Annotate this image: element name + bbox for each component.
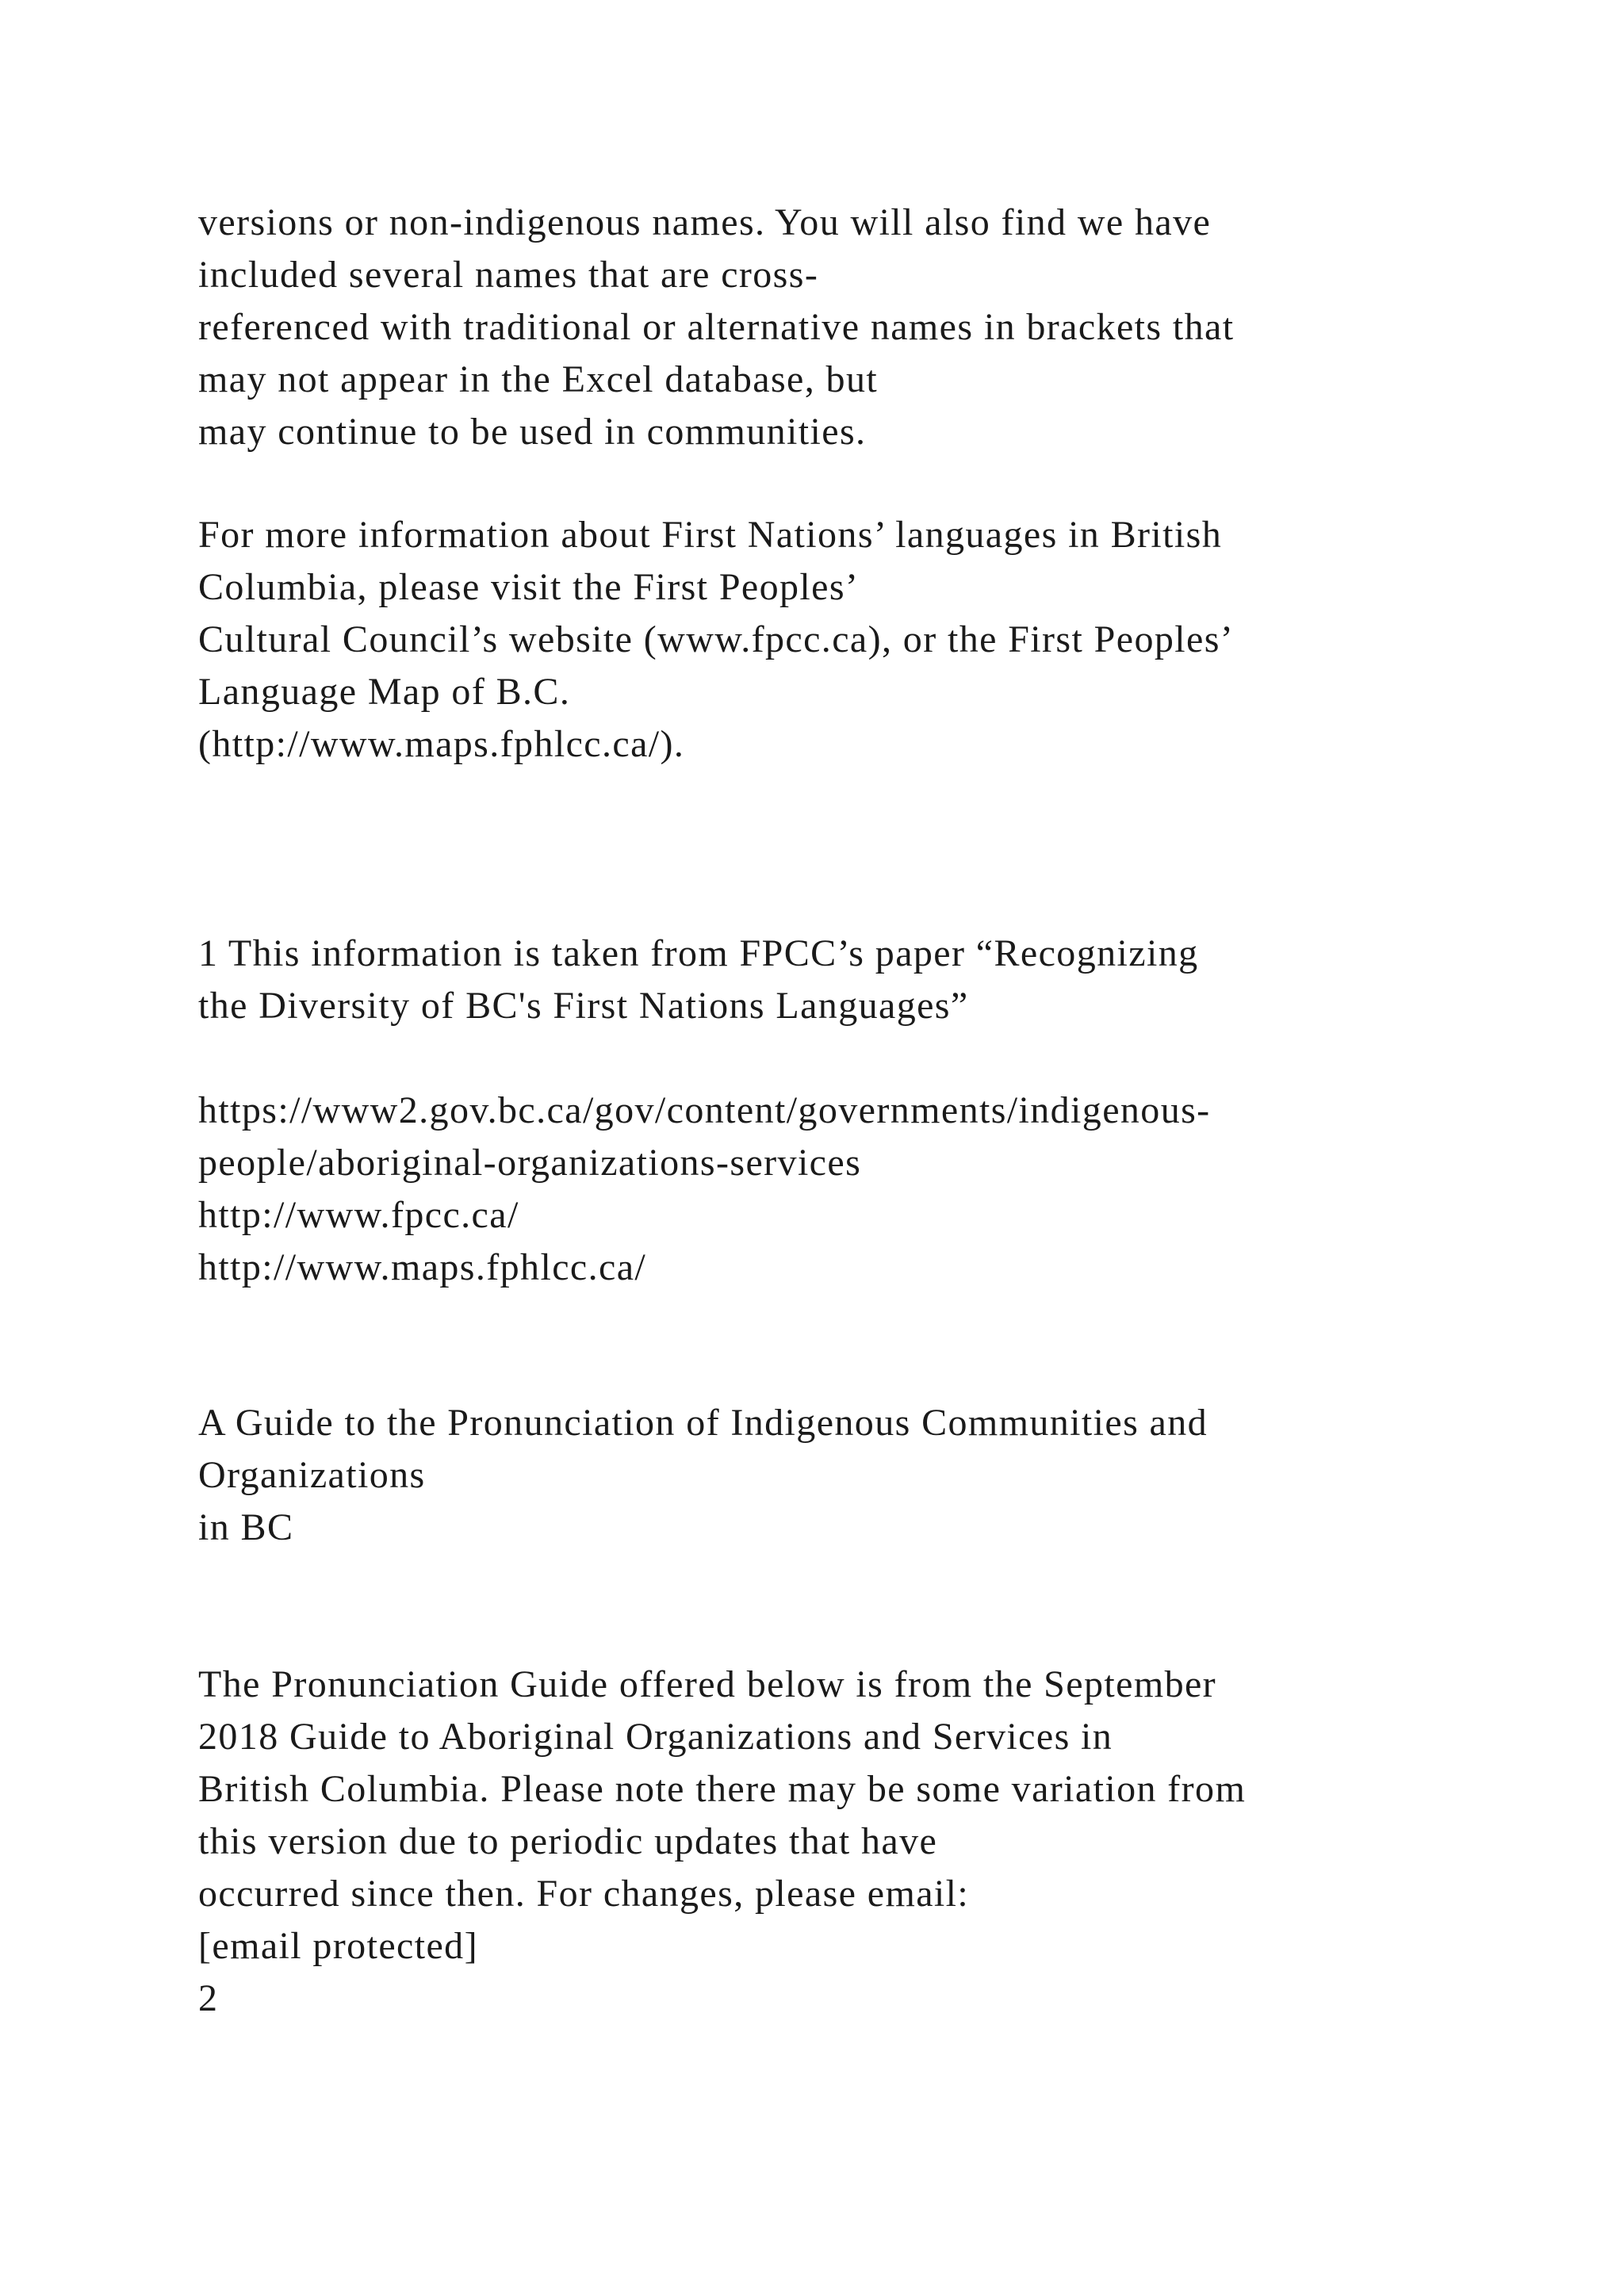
footnote (198, 928, 1546, 1032)
text-line: For more information about First Nations’ languages in British (198, 514, 1223, 556)
email-text: [email protected] (198, 1925, 478, 1967)
text-line: included several names that are cross- (198, 254, 819, 296)
text-line: Cultural Council’s website (www.fpcc.ca), or the First Peoples’ (198, 618, 1235, 660)
link-line: people/aboriginal-organizations-services (198, 1142, 862, 1184)
section-heading (198, 1397, 1546, 1554)
text-line: Language Map of B.C. (198, 671, 571, 713)
footnote-line: 1 This information is taken from FPCC’s paper “Recognizing (198, 932, 1199, 974)
text-line: 2018 Guide to Aboriginal Organizations and Services in (198, 1716, 1113, 1758)
more-information-paragraph (198, 509, 1546, 771)
link-line: http://www.maps.fphlcc.ca/ (198, 1246, 647, 1288)
text-line: British Columbia. Please note there may be some variation from (198, 1768, 1247, 1810)
text-line: may not appear in the Excel database, but (198, 358, 879, 400)
heading-line: in BC (198, 1506, 294, 1548)
intro-paragraph (198, 197, 1546, 458)
heading-line: A Guide to the Pronunciation of Indigenous Communities and (198, 1402, 1208, 1444)
page-number: 2 (198, 1977, 219, 2019)
link-line: http://www.fpcc.ca/ (198, 1194, 519, 1236)
text-line: The Pronunciation Guide offered below is from the September (198, 1663, 1217, 1705)
link-line: https://www2.gov.bc.ca/gov/content/governments/indigenous- (198, 1089, 1211, 1131)
text-line: (http://www.maps.fphlcc.ca/). (198, 723, 685, 765)
reference-links (198, 1085, 1546, 1294)
text-line: versions or non-indigenous names. You will also find we have (198, 201, 1212, 243)
footnote-line: the Diversity of BC's First Nations Languages” (198, 985, 969, 1027)
text-line: this version due to periodic updates that have (198, 1820, 938, 1862)
text-line: may continue to be used in communities. (198, 411, 867, 453)
text-line: occurred since then. For changes, please email: (198, 1873, 970, 1915)
text-line: referenced with traditional or alternative names in brackets that (198, 306, 1235, 348)
text-line: Columbia, please visit the First Peoples’ (198, 566, 860, 608)
heading-line: Organizations (198, 1454, 426, 1496)
pronunciation-guide-paragraph (198, 1659, 1546, 2025)
